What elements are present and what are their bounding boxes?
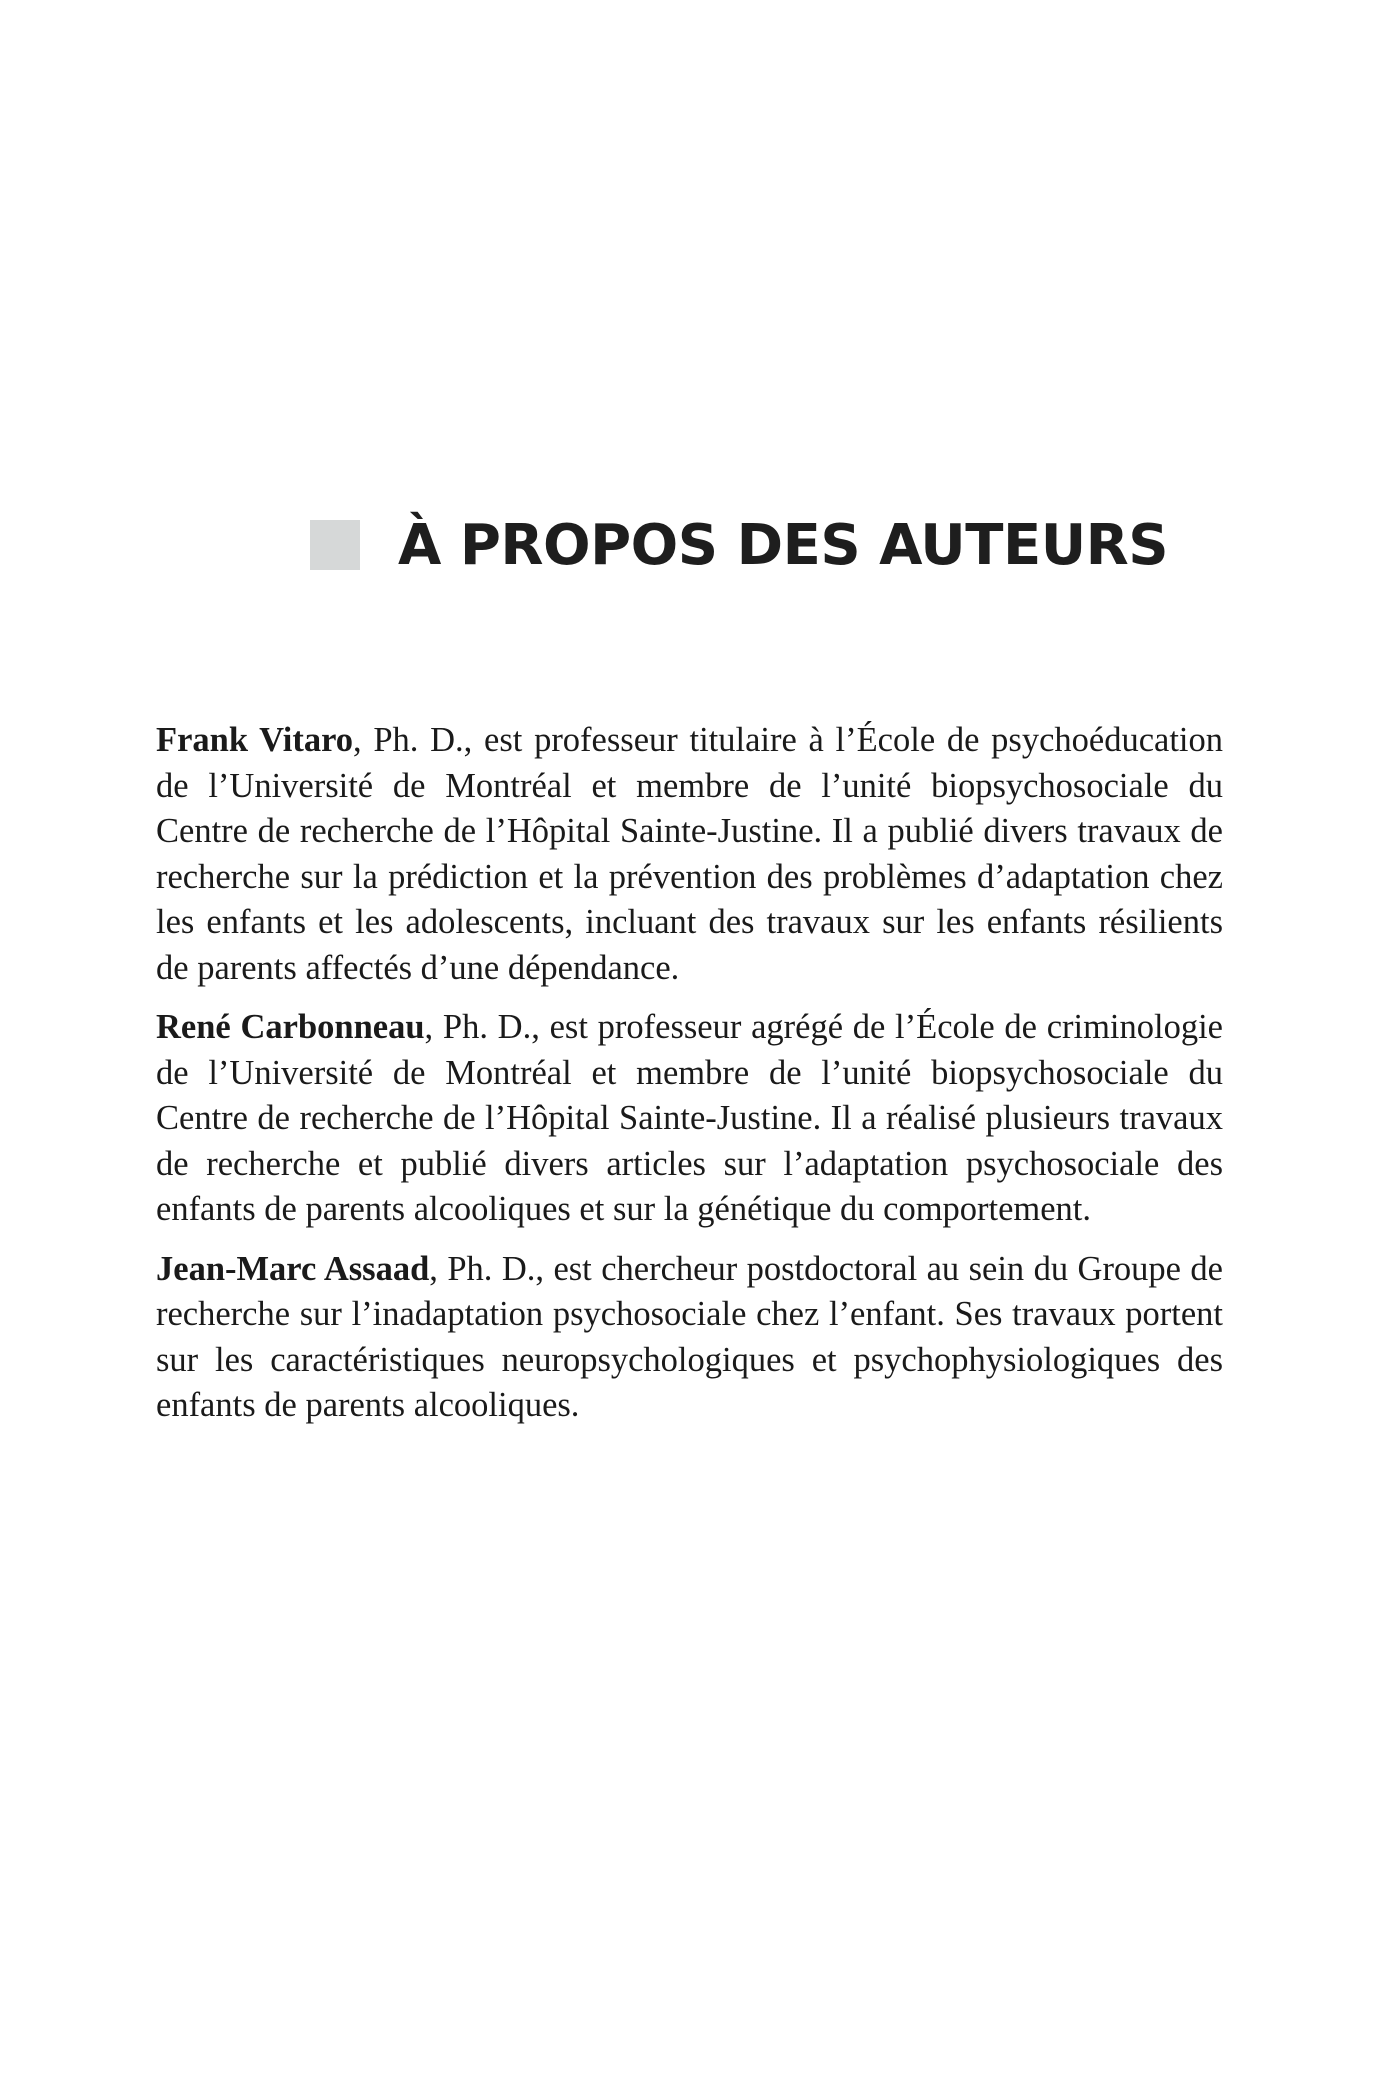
author-bio-text: , Ph. D., est professeur agrégé de l’École de criminologie de l’Université de Montréal et membre de l’unité biopsychosociale du Centre de recherche de l’Hôpital Sainte-Justine. Il a réalisé plusieurs travaux de recherche et publié divers articles sur l’adaptation psychosociale des enfants de parents alcooliques et sur la génétique du comportement.	[156, 1008, 1223, 1228]
author-bio-text: , Ph. D., est professeur titulaire à l’École de psychoéducation de l’Université de Montréal et membre de l’unité biopsychosociale du Centre de recherche de l’Hôpital Sainte-Justine. Il a publié divers travaux de recherche sur la prédiction et la prévention des problèmes d’adaptation chez les enfants et les adolescents, incluant des travaux sur les enfants résilients de parents affectés d’une dépendance.	[156, 721, 1223, 987]
author-bio	[156, 1005, 1223, 1233]
section-heading	[310, 500, 1168, 590]
author-bio	[156, 718, 1223, 991]
heading-square-ornament	[310, 520, 360, 570]
author-name: Jean-Marc Assaad	[156, 1249, 430, 1288]
author-name: Frank Vitaro	[156, 721, 354, 759]
author-bio	[156, 1247, 1223, 1429]
author-name: René Carbonneau	[156, 1008, 425, 1046]
page-title: À PROPOS DES AUTEURS	[398, 512, 1169, 578]
author-bio-text: , Ph. D., est chercheur postdoctoral au sein du Groupe de recherche sur l’inadaptation psychosociale chez l’enfant. Ses travaux portent sur les caractéristiques neuropsychologiques et psychophysiologiques des enfants de parents alcooliques.	[156, 1249, 1223, 1424]
author-bios	[156, 718, 1223, 1443]
